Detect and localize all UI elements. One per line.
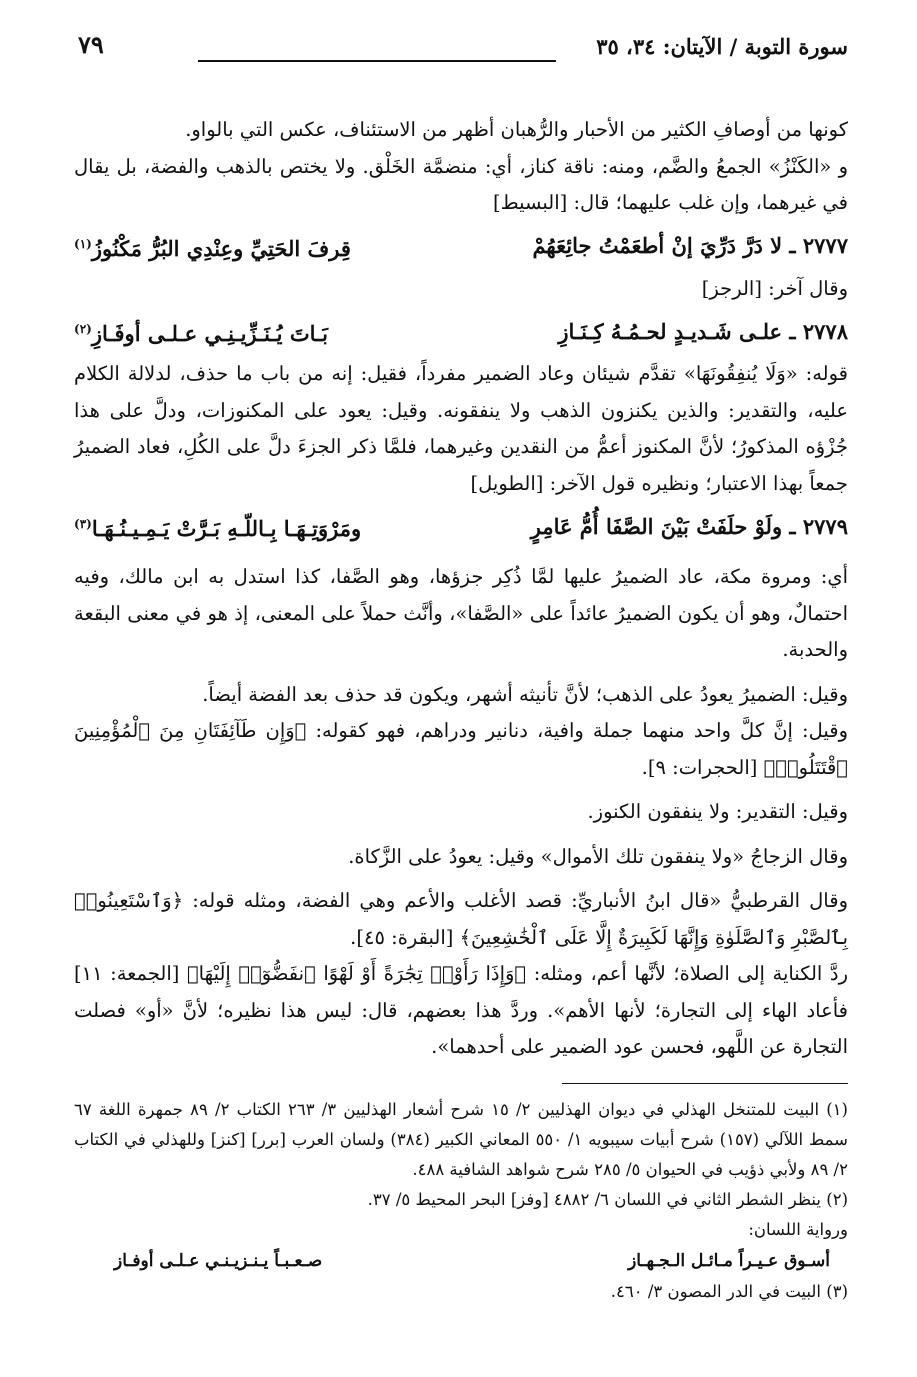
paragraph-6: وقيل: الضميرُ يعودُ على الذهب؛ لأنَّ تأنيثه أشهر، ويكون قد حذف بعد الفضة أيضاً. [202,682,848,706]
paragraph-11: ردَّ الكناية إلى الصلاة؛ لأنَّها أعم، ومثله: ﴿وَإِذَا رَأَوْا۟ تِجَٰرَةً أَوْ لَهْوًا ٱنفَضُّوٓا۟ إِلَيْهَا﴾ [الجمعة: ١١] فأعاد الهاء إلى التجارة؛ لأنها الأهم». وردَّ هذا بعضهم، قال: ليس هذا نظيره؛ لأنَّ «أو» فصلت التجارة عن اللَّهو، فحسن عود الضمير على أحدهما». [74,962,848,1058]
footnote-2-verse-first: أسـوق عـيـراً مـائـل الـجـهـاز [628,1251,830,1271]
verse-2777-first-hemistich: ٢٧٧٧ ـ لا دَرَّ دَرِّيَ إنْ أطعَمْتُ جائِعَهُمْ [532,233,848,258]
footnote-2-verse-second: صـعـبـاً يـنـزيـنـي عـلـى أوفـاز [114,1251,323,1271]
page-number: ٧٩ [78,30,104,59]
footnote-2: (٢) ينظر الشطر الثاني في اللسان ٦/ ٤٨٨٢ [وفز] البحر المحيط ٥/ ٣٧. [367,1190,848,1209]
paragraph-10: وقال القرطبيُّ «قال ابنُ الأنباريِّ: قصد الأغلب والأعم وهي الفضة، ومثله قوله: ﴿وَٱسْتَعِينُوا۟ بِٱلصَّبْرِ وَٱلصَّلَوٰةِ وَإِنَّهَا لَكَبِيرَةٌ إِلَّا عَلَى ٱلْخَٰشِعِينَ﴾ [البقرة: ٤٥]. [74,889,848,949]
footnote-2-verse [74,1245,848,1277]
footnote-separator [562,1083,848,1084]
footnote-ref-2: (٢) [74,322,92,336]
verse-2779 [74,502,848,551]
header-rule [198,60,556,62]
paragraph-8: وقيل: التقدير: ولا ينفقون الكنوز. [587,800,848,823]
footnote-3: (٣) البيت في الدر المصون ٣/ ٤٦٠. [610,1282,848,1301]
page-header [78,30,848,70]
paragraph-5: أي: ومروة مكة، عاد الضميرُ عليها لمَّا ذُكِر جزؤها، وهو الصَّفا، كذا استدل به ابن مالك، وفيه احتمالٌ، وهو أن يكون الضميرُ عائداً على «الصَّفا»، وأنَّث حملاً على المعنى، إذ هو في معنى البقعة والحدبة. [74,565,848,661]
verse-2778 [74,307,848,356]
verse-2777 [74,222,848,271]
paragraph-4: قوله: «وَلَا يُنفِقُونَهَا» تقدَّم شيئان وعاد الضمير مفرداً، فقيل: إنه من باب ما حذف، لدلالة الكلام عليه، والتقدير: والذين يكنزون الذهب ولا ينفقونه. وقيل: يعود على المكنوزات، ودلَّ على هذا جُزْؤه المذكورُ؛ لأنَّ المكنوز أعمُّ من النقدين وغيرهما، فلمَّا ذكر الجزءَ دلَّ على الكُلِ، فعاد الضميرُ جمعاً بهذا الاعتبار؛ ونظيره قول الآخر: [الطويل] [74,362,848,495]
verse-2779-second-hemistich: ومَرْوَتِـهَـا بِـاللّـهِ بَـرَّتْ يَـمِـيـنُـهَـا$^{(٣)}$ [74,516,362,541]
paragraph-9: وقال الزجاجُ «ولا ينفقون تلك الأموال» وقيل: يعودُ على الزَّكاة. [348,844,848,868]
paragraph-3: وقال آخر: [الرجز] [701,276,848,300]
verse-2778-first-hemistich: ٢٧٧٨ ـ علـى شَـديـدٍ لحـمُـهُ كِـنَـازِ [558,318,848,344]
footnote-ref-3: (٣) [74,517,92,531]
footnote-ref-1: (١) [74,236,92,251]
verse-2778-second-hemistich: بَـاتَ يُـنَـزِّيـنِـي عـلـى أوفَـازِ$^{(٢)}$ [74,321,328,346]
main-text [74,112,848,1066]
footnote-1: (١) البيت للمتنخل الهذلي في ديوان الهذليين ٢/ ١٥ شرح أشعار الهذليين ٣/ ٢٦٣ الكتاب ٢/ ٨٩ جمهرة اللغة ٦٧ سمط اللآلي (١٥٧) شرح أبيات سيبويه ١/ ٥٥٠ المعاني الكبير (٣٨٤) ولسان العرب [برر] [كنز] وللهذلي في الكتاب ٢/ ٨٩ ولأبي ذؤيب في الحيوان ٥/ ٢٨٥ شرح شواهد الشافية ٤٨٨. [74,1100,848,1179]
verse-2779-first-hemistich: ٢٧٧٩ ـ ولَوْ حلَفَتْ بَيْنَ الصَّفَا أُمُّ عَامِرٍ [530,513,848,539]
paragraph-1: كونها من أوصافِ الكثير من الأحبار والرُّهبان أظهر من الاستئناف، عكس التي بالواو. [185,118,848,141]
verse-2777-second-hemistich: قِرفَ الحَتِيِّ وعِنْدِي البُرُّ مَكْنُوزُ$^{(١)}$ [74,235,351,261]
running-title: سورة التوبة / الآيتان: ٣٤، ٣٥ [596,34,848,59]
footnotes [74,1095,848,1307]
footnote-2-note: ورواية اللسان: [748,1220,848,1239]
paragraph-7: وقيل: إنَّ كلَّ واحد منهما جملة وافية، دنانير ودراهم، فهو كقوله: ﴿وَإِن طَآئِفَتَانِ مِنَ ٱلْمُؤْمِنِينَ ٱقْتَتَلُوا۟﴾ [الحجرات: ٩]. [74,719,848,779]
paragraph-2: و «الكَنْزُ» الجمعُ والضَّم، ومنه: ناقة كناز، أي: منضمَّة الخَلْق. ولا يختص بالذهب والفضة، بل يقال في غيرهما، وإن غلب عليهما؛ قال: [البسيط] [74,154,848,214]
